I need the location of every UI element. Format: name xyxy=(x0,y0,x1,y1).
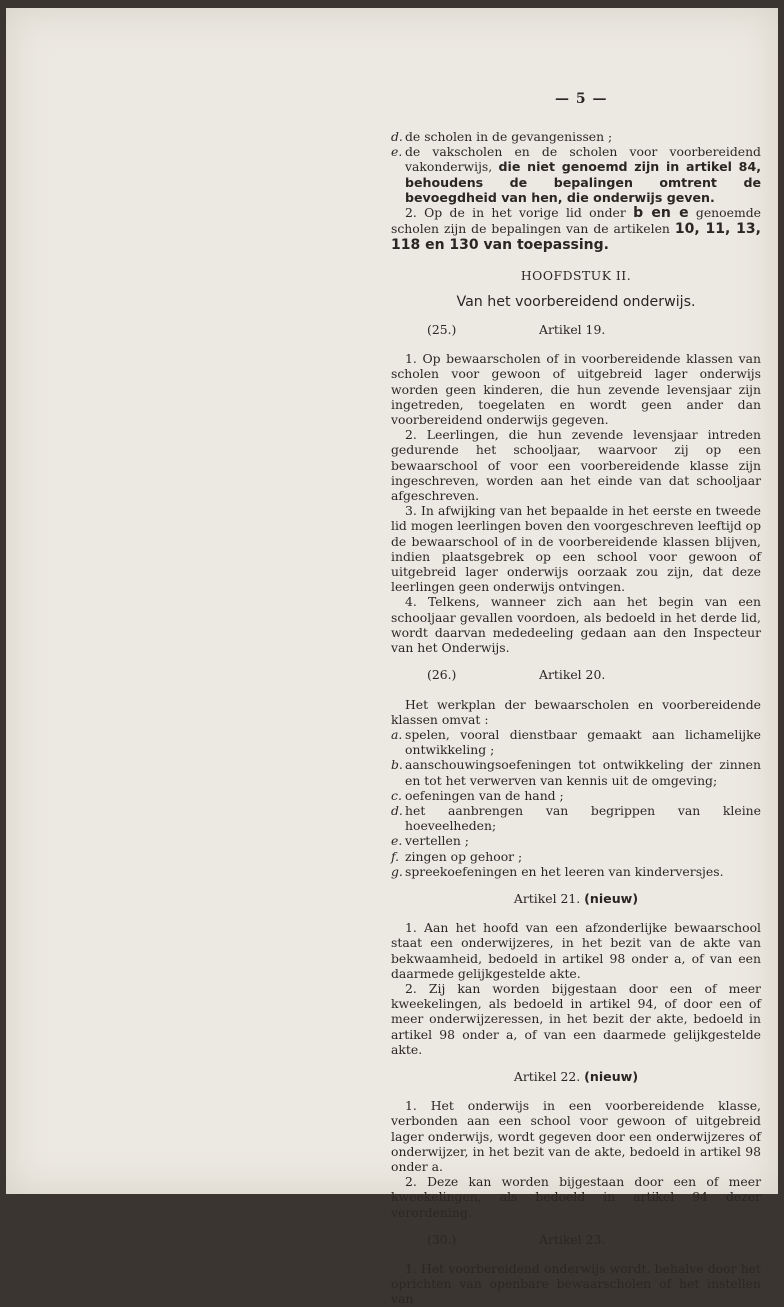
article-label: Artikel 22. xyxy=(513,1068,581,1084)
article-label: Artikel 19. xyxy=(539,322,606,338)
article-old-number: (30.) xyxy=(427,1231,457,1247)
paragraph: 1. Aan het hoofd van een afzonderlijke bewaarschool staat een onderwijzeres, in het bezit van de akte van bekwaamheid, bedoeld in artikel 98 onder a, of van een daarmede gelijkgestelde akte. xyxy=(391,920,761,981)
list-item: e. vertellen ; xyxy=(391,833,469,849)
article-label: Artikel 23. xyxy=(539,1231,606,1247)
list-item: g. spreekoefeningen en het leeren van kinderversjes. xyxy=(391,863,724,879)
list-item: c. oefeningen van de hand ; xyxy=(391,787,564,803)
article-new-tag: (nieuw) xyxy=(584,890,639,906)
list-item: b. aanschouwingsoefeningen tot ontwikkeling der zinnen en tot het verwerven van kennis uit de omgeving; xyxy=(391,757,761,788)
text-column xyxy=(391,129,761,1307)
article-heading xyxy=(391,1232,761,1247)
article-heading xyxy=(391,891,761,906)
article-old-number: (25.) xyxy=(427,322,457,338)
bold-amendment: die niet genoemd zijn in artikel 84, behoudens de bepalingen omtrent de bevoegdheid van hen, die onderwijs geven. xyxy=(405,159,761,205)
list-item: d. het aanbrengen van begrippen van kleine hoeveelheden; xyxy=(391,802,761,834)
paragraph: 1. Het voorbereidend onderwijs wordt, behalve door het oprichten van openbare bewaarscholen of het instellen van xyxy=(391,1261,761,1307)
document-page xyxy=(6,8,778,1307)
article-label: Artikel 20. xyxy=(539,667,606,683)
article-old-number: (26.) xyxy=(427,667,457,683)
paragraph: 4. Telkens, wanneer zich aan het begin van een schooljaar gevallen voordoen, als bedoeld in het derde lid, wordt daarvan mededeeling gedaan aan den Inspecteur van het Onderwijs. xyxy=(391,594,761,656)
page-number: — 5 — xyxy=(555,91,608,107)
list-item: a. spelen, vooral dienstbaar gemaakt aan lichamelijke ontwikkeling ; xyxy=(391,726,761,758)
paragraph: 1. Het onderwijs in een voorbereidende klasse, verbonden aan een school voor gewoon of uitgebreid lager onderwijs, wordt gegeven door een onderwijzeres of onderwijzer, in het bezit van de akte, bedoeld in artikel 98 onder a. xyxy=(391,1098,761,1174)
paragraph: 3. In afwijking van het bepaalde in het eerste en tweede lid mogen leerlingen boven den voorgeschreven leeftijd op de bewaarschool of in de voorbereidende klassen blijven, indien plaatsgebrek op een school voor gewoon of uitgebreid lager onderwijs oorzaak zou zijn, dat deze leerlingen geen onderwijs ontvingen. xyxy=(391,503,761,595)
paragraph: 2. Zij kan worden bijgestaan door een of meer kweekelingen, als bedoeld in artikel 94, of door een of meer onderwijzeressen, in het bezit der akte, bedoeld in artikel 98 onder a, of van een daarmede gelijkgestelde akte. xyxy=(391,980,761,1057)
article-heading xyxy=(391,1069,761,1084)
article-heading xyxy=(391,667,761,682)
paragraph: Het werkplan der bewaarscholen en voorbereidende klassen omvat : xyxy=(391,696,761,727)
article-label: Artikel 21. xyxy=(513,890,581,906)
paragraph: 2. Deze kan worden bijgestaan door een of meer kweekelingen, als bedoeld in artikel 94 dezer verordening. xyxy=(391,1174,761,1220)
paragraph: 2. Op de in het vorige lid onder b en e genoemde scholen zijn de bepalingen van de artikelen 10, 11, 13, 118 en 130 van toepassing. xyxy=(391,205,761,254)
chapter-heading: HOOFDSTUK II. xyxy=(520,267,632,283)
paragraph: 1. Op bewaarscholen of in voorbereidende klassen van scholen voor gewoon of uitgebreid lager onderwijs worden geen kinderen, die hun zevende levensjaar zijn ingetreden, toegelaten en wordt geen ander dan voorbereidend onderwijs gegeven. xyxy=(391,351,761,428)
list-item: d. de scholen in de gevangenissen ; xyxy=(391,129,613,144)
article-new-tag: (nieuw) xyxy=(584,1068,639,1084)
list-item: e. de vakscholen en de scholen voor voorbereidend vakonderwijs, die niet genoemd zijn in artikel 84, behoudens de bepalingen omtrent de bevoegdheid van hen, die onderwijs geven. xyxy=(391,144,761,205)
paragraph: 2. Leerlingen, die hun zevende levensjaar intreden gedurende het schooljaar, waarvoor zij op een bewaarschool of voor een voorbereidende klasse zijn ingeschreven, worden aan het einde van dat schooljaar afgeschreven. xyxy=(391,427,761,504)
chapter-title: Van het voorbereidend onderwijs. xyxy=(456,293,696,310)
article-heading xyxy=(391,322,761,337)
list-item: f. zingen op gehoor ; xyxy=(391,848,523,864)
